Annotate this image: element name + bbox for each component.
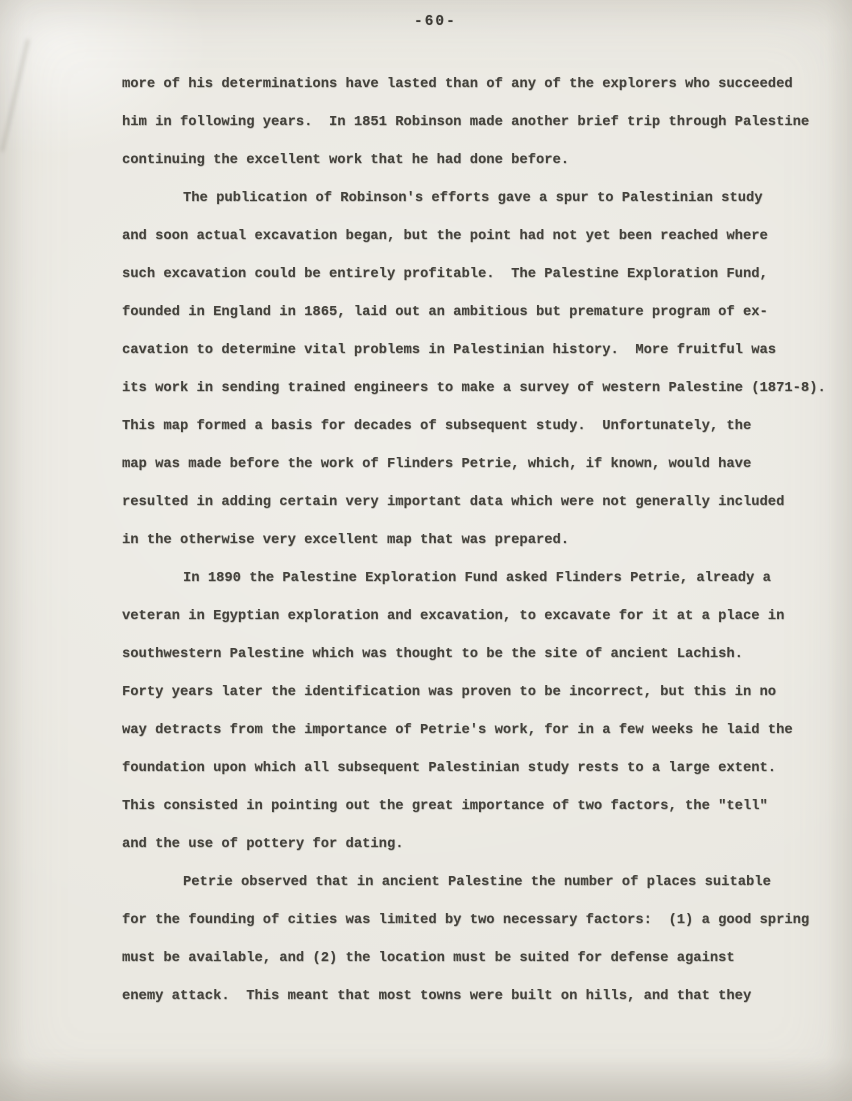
- text-line: This map formed a basis for decades of subsequent study. Unfortunately, the: [122, 419, 752, 434]
- page-body: [122, 66, 837, 1016]
- text-line: enemy attack. This meant that most towns were built on hills, and that they: [122, 989, 752, 1004]
- text-line: map was made before the work of Flinders Petrie, which, if known, would have: [122, 457, 752, 472]
- page-number: -60-: [414, 14, 457, 30]
- text-line: for the founding of cities was limited by two necessary factors: (1) a good spring: [122, 913, 810, 928]
- text-line: This consisted in pointing out the great importance of two factors, the "tell": [122, 799, 768, 814]
- text-line: in the otherwise very excellent map that was prepared.: [122, 533, 570, 548]
- text-line: resulted in adding certain very important data which were not generally included: [122, 495, 785, 510]
- text-line: more of his determinations have lasted than of any of the explorers who succeeded: [122, 77, 793, 92]
- paragraph-4: [122, 864, 837, 1016]
- text-line: Forty years later the identification was proven to be incorrect, but this in no: [122, 685, 777, 700]
- text-line: and soon actual excavation began, but the point had not yet been reached where: [122, 229, 768, 244]
- text-line: him in following years. In 1851 Robinson made another brief trip through Palestine: [122, 115, 810, 130]
- paragraph-1: [122, 66, 837, 180]
- paragraph-2: [122, 180, 837, 560]
- paper-crease: [1, 39, 29, 152]
- text-line: Petrie observed that in ancient Palestine the number of places suitable: [183, 875, 771, 890]
- text-line: must be available, and (2) the location must be suited for defense against: [122, 951, 735, 966]
- text-line: southwestern Palestine which was thought to be the site of ancient Lachish.: [122, 647, 743, 662]
- text-line: founded in England in 1865, laid out an ambitious but premature program of ex-: [122, 305, 768, 320]
- text-line: The publication of Robinson's efforts gave a spur to Palestinian study: [183, 191, 763, 206]
- text-line: and the use of pottery for dating.: [122, 837, 404, 852]
- text-line: way detracts from the importance of Petrie's work, for in a few weeks he laid the: [122, 723, 793, 738]
- text-line: foundation upon which all subsequent Palestinian study rests to a large extent.: [122, 761, 777, 776]
- text-line: cavation to determine vital problems in Palestinian history. More fruitful was: [122, 343, 777, 358]
- text-line: its work in sending trained engineers to make a survey of western Palestine (1871-8).: [122, 381, 826, 396]
- paragraph-3: [122, 560, 837, 864]
- text-line: continuing the excellent work that he had done before.: [122, 153, 570, 168]
- text-line: such excavation could be entirely profitable. The Palestine Exploration Fund,: [122, 267, 768, 282]
- text-line: veteran in Egyptian exploration and excavation, to excavate for it at a place in: [122, 609, 785, 624]
- text-line: In 1890 the Palestine Exploration Fund asked Flinders Petrie, already a: [183, 571, 771, 586]
